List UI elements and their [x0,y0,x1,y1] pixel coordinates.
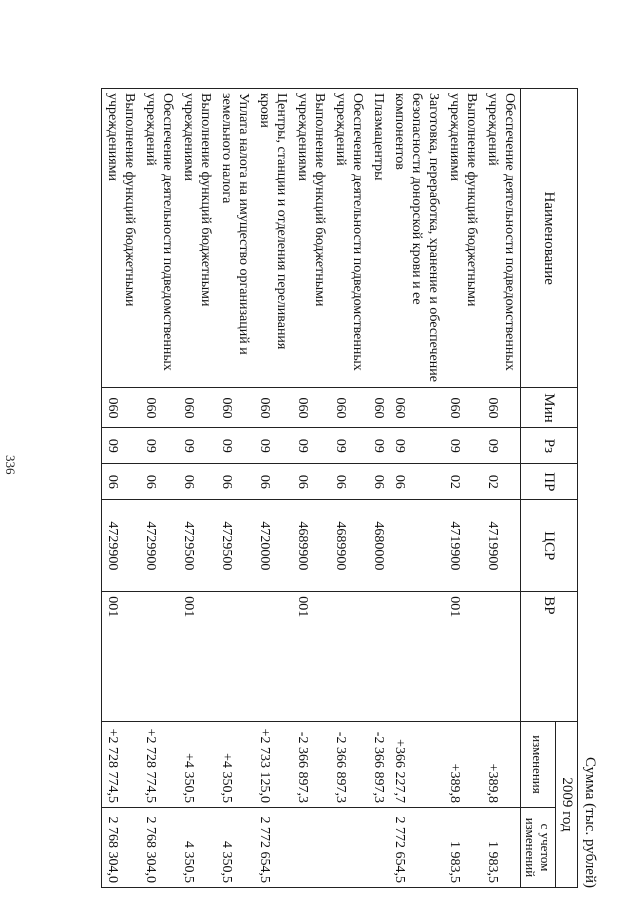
row-vr: 001 [178,592,216,722]
header-pr: ПР [521,464,578,500]
row-vr: 001 [292,592,330,722]
row-change: -2 366 897,3 [292,721,330,807]
table-row [292,89,330,888]
row-total: 2 768 304,0 [102,807,141,887]
row-name: Обеспечение деятельности подведомственных учреждений [482,89,521,388]
row-name: Обеспечение деятельности подведомственных учреждений [140,89,178,388]
row-min: 060 [482,388,521,428]
row-change: -2 366 897,3 [330,721,368,807]
row-total: 2 772 654,5 [254,807,292,887]
row-vr [330,592,368,722]
budget-table [101,88,578,888]
row-vr [368,592,389,722]
row-min: 060 [389,388,444,428]
row-rz: 09 [482,428,521,464]
units-caption: Сумма (тыс. рублей) [582,756,598,888]
row-change: +2 728 774,5 [140,721,178,807]
table-row [368,89,389,888]
row-min: 060 [292,388,330,428]
row-rz: 09 [254,428,292,464]
row-total: 4 350,5 [216,807,254,887]
row-csr: 4729500 [178,500,216,592]
row-pr: 06 [140,464,178,500]
row-rz: 09 [292,428,330,464]
row-pr: 02 [444,464,482,500]
row-rz: 09 [216,428,254,464]
header-rz: Рз [521,428,578,464]
rotated-table-page [105,88,598,888]
table-body [102,89,521,888]
row-pr: 06 [368,464,389,500]
row-pr: 06 [292,464,330,500]
row-name: Центры, станции и отделения переливания крови [254,89,292,388]
table-row [178,89,216,888]
row-vr [254,592,292,722]
row-name: Выполнение функций бюджетными учреждениями [444,89,482,388]
row-name: Выполнение функций бюджетными учреждениями [292,89,330,388]
row-min: 060 [216,388,254,428]
row-rz: 09 [178,428,216,464]
row-change: -2 366 897,3 [368,721,389,807]
row-change: +4 350,5 [178,721,216,807]
row-change: +389,8 [444,721,482,807]
table-row [330,89,368,888]
row-rz: 09 [140,428,178,464]
row-change: +366 227,7 [389,721,444,807]
table-row [216,89,254,888]
row-pr: 06 [389,464,444,500]
row-name: Плазмацентры [368,89,389,388]
header-min: Мин [521,388,578,428]
row-vr [216,592,254,722]
row-min: 060 [254,388,292,428]
row-rz: 09 [102,428,141,464]
row-rz: 09 [368,428,389,464]
header-name: Наименование [521,89,578,388]
row-vr [140,592,178,722]
row-csr: 4689900 [330,500,368,592]
row-total: 1 983,5 [444,807,482,887]
row-total: 4 350,5 [178,807,216,887]
table-row [482,89,521,888]
row-total [292,807,330,887]
row-pr: 06 [254,464,292,500]
row-pr: 06 [102,464,141,500]
row-csr: 4680000 [368,500,389,592]
table-row [140,89,178,888]
table-row [102,89,141,888]
row-csr: 4719900 [482,500,521,592]
row-csr [389,500,444,592]
header-vr: ВР [521,592,578,722]
table-row [444,89,482,888]
row-pr: 02 [482,464,521,500]
row-vr: 001 [444,592,482,722]
row-min: 060 [330,388,368,428]
header-csr: ЦСР [521,500,578,592]
row-name: Выполнение функций бюджетными учреждениями [102,89,141,388]
page-number: 336 [3,455,18,475]
row-csr: 4719900 [444,500,482,592]
row-pr: 06 [178,464,216,500]
row-rz: 09 [389,428,444,464]
row-csr: 4729500 [216,500,254,592]
row-change: +2 728 774,5 [102,721,141,807]
row-rz: 09 [330,428,368,464]
row-change: +4 350,5 [216,721,254,807]
row-name: Выполнение функций бюджетными учреждениями [178,89,216,388]
row-pr: 06 [216,464,254,500]
row-csr: 4729900 [140,500,178,592]
row-total [330,807,368,887]
header-with-changes: с учетом изменений [521,807,556,887]
row-csr: 4729900 [102,500,141,592]
row-vr [482,592,521,722]
row-csr: 4720000 [254,500,292,592]
table-row [389,89,444,888]
row-min: 060 [178,388,216,428]
row-vr [389,592,444,722]
header-year: 2009 год [556,721,578,887]
row-name: Уплата налога на имущество организаций и земельного налога [216,89,254,388]
row-total [368,807,389,887]
row-csr: 4689900 [292,500,330,592]
row-name: Заготовка, переработка, хранение и обеспечение безопасности донорской крови и ее компонентов [389,89,444,388]
row-total: 2 768 304,0 [140,807,178,887]
row-min: 060 [444,388,482,428]
row-min: 060 [102,388,141,428]
row-min: 060 [140,388,178,428]
row-pr: 06 [330,464,368,500]
row-change: +2 733 125,0 [254,721,292,807]
row-vr: 001 [102,592,141,722]
header-changes: изменения [521,721,556,807]
row-rz: 09 [444,428,482,464]
row-total: 1 983,5 [482,807,521,887]
row-total: 2 772 654,5 [389,807,444,887]
row-change: +389,8 [482,721,521,807]
table-row [254,89,292,888]
row-name: Обеспечение деятельности подведомственных учреждений [330,89,368,388]
row-min: 060 [368,388,389,428]
